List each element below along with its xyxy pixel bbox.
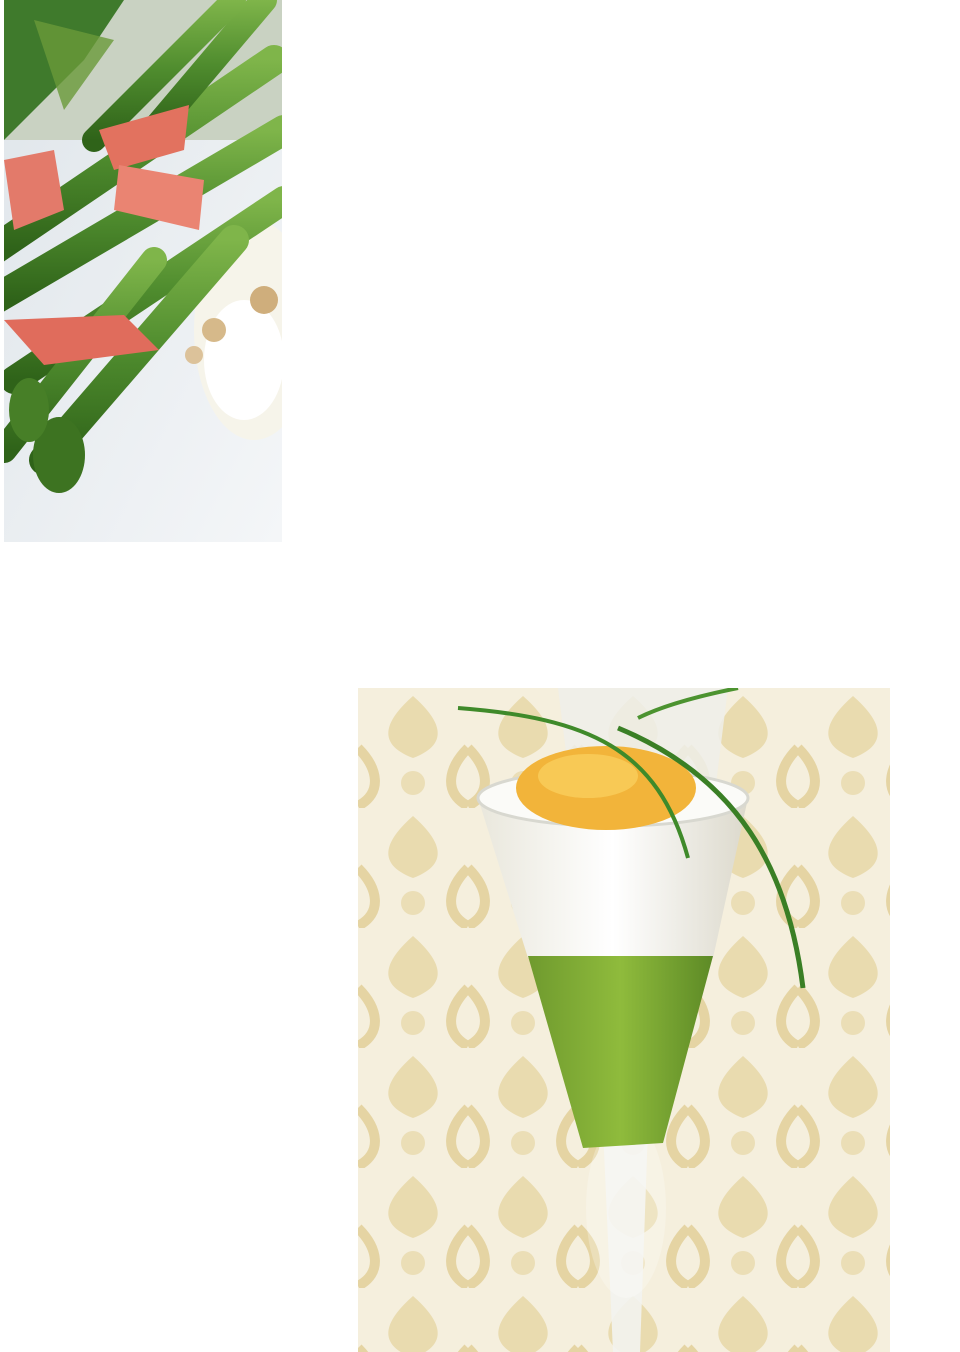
asparagus-photo	[4, 0, 282, 542]
paragraph-gap	[613, 110, 953, 139]
dessert-glass-illustration	[358, 688, 890, 1352]
paragraph-gap	[4, 756, 304, 785]
dessert-glass-photo	[358, 688, 890, 1352]
recipe-column-2	[613, 110, 953, 139]
sallad-text	[4, 756, 304, 785]
asparagus-illustration	[4, 0, 282, 542]
recipe-column-1	[309, 110, 599, 139]
paragraph-gap	[309, 110, 599, 139]
